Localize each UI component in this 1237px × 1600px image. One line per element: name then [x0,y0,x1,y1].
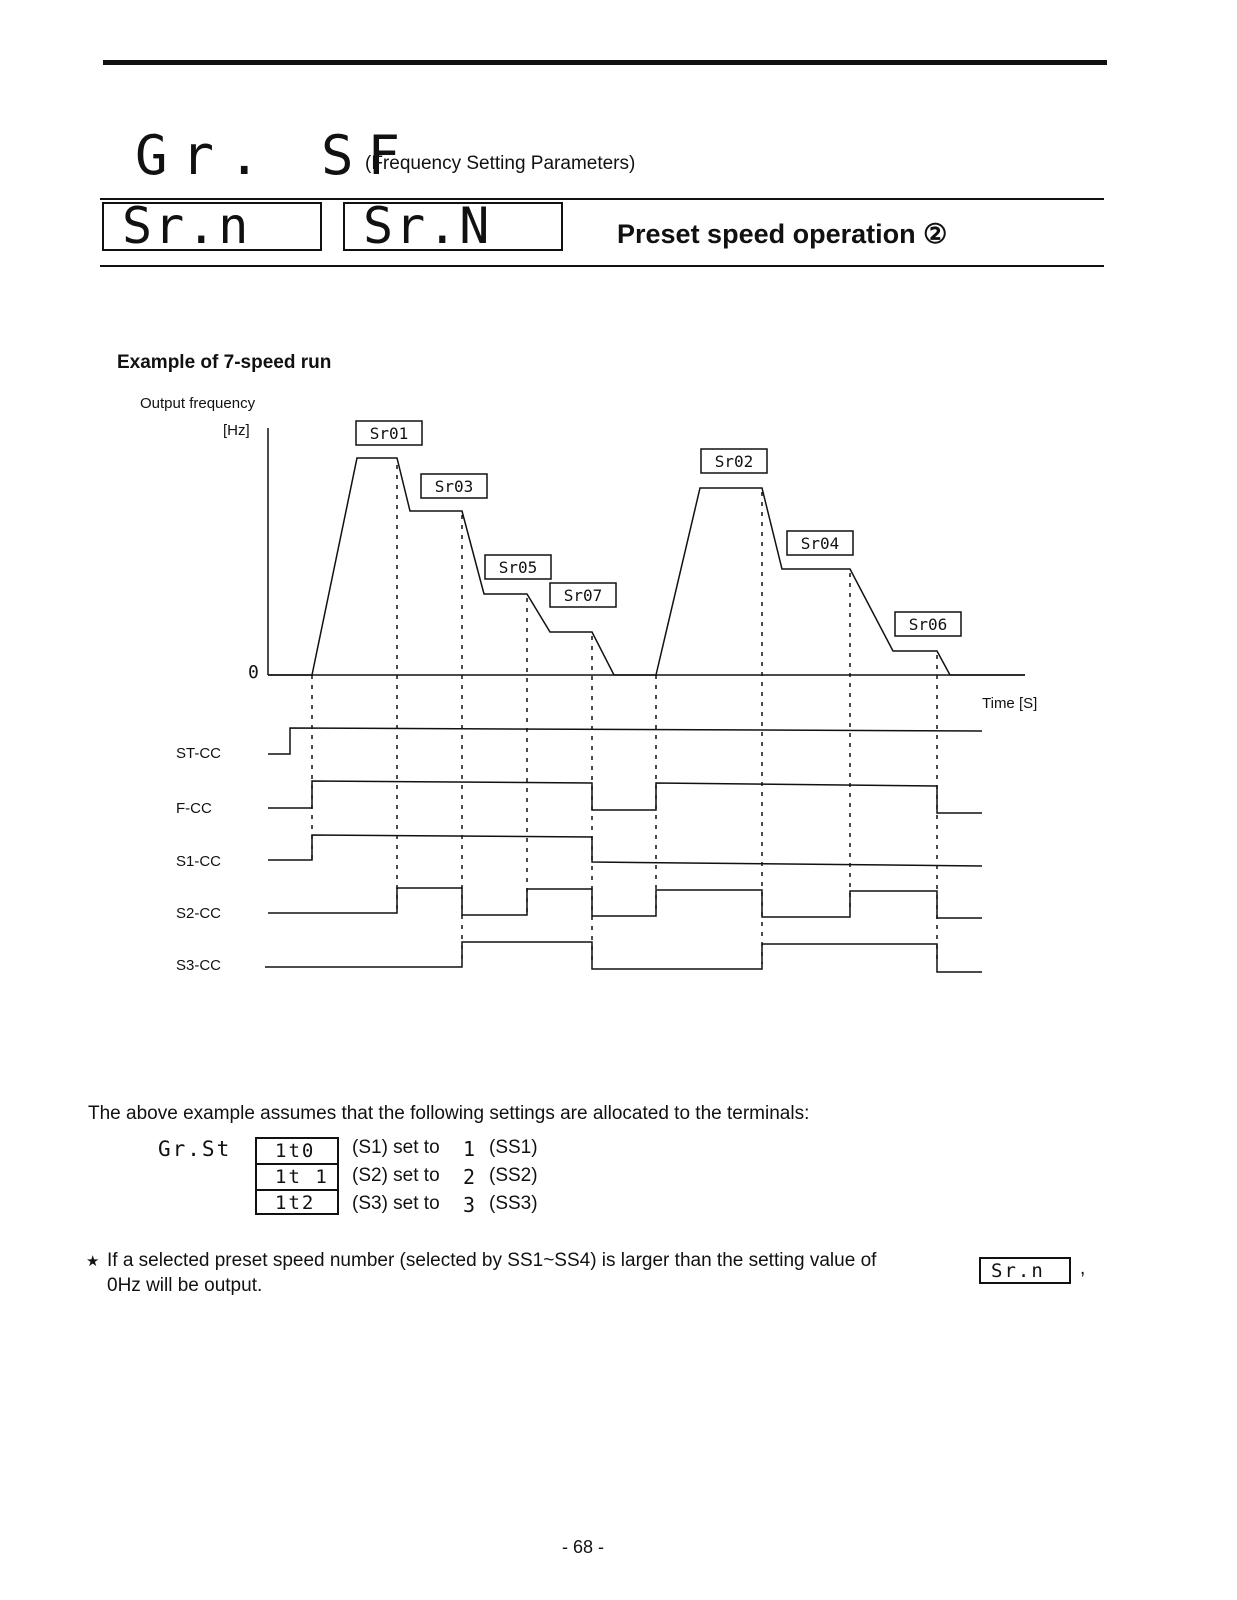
dashed-guides [312,465,937,964]
speed-label-sr02: Sr02 [714,452,754,471]
setting-code-2: 1t 1 [275,1166,329,1188]
setting-row-2-text: (S2) set to [352,1165,440,1186]
setting-row-3-suffix: (SS3) [489,1193,538,1214]
signal-f-cc [268,781,982,813]
setting-code-1: 1t0 [275,1140,316,1162]
setting-row-1-value: 1 [463,1137,478,1161]
frequency-profile-run-2 [656,488,1025,675]
signal-label-st-cc: ST-CC [176,745,221,762]
page-title: Preset speed operation ② [617,219,948,249]
signal-label-s3-cc: S3-CC [176,957,222,974]
speed-label-sr03: Sr03 [434,477,474,496]
speed-label-sr05: Sr05 [498,558,538,577]
group-description: (Frequency Setting Parameters) [365,153,636,174]
signal-s3-cc [265,942,982,972]
speed-label-sr07: Sr07 [563,586,603,605]
setting-code-3: 1t2 [275,1192,316,1214]
page-number: - 68 - [562,1537,605,1557]
setting-row-2-value: 2 [463,1165,478,1189]
note-star-icon: ★ [86,1253,100,1270]
setting-row-2-suffix: (SS2) [489,1165,538,1186]
setting-row-3-text: (S3) set to [352,1193,440,1214]
speed-label-sr01: Sr01 [369,424,409,443]
note-param-label: Sr.n [991,1260,1045,1282]
signal-label-f-cc: F-CC [176,800,212,817]
signal-label-s1-cc: S1-CC [176,853,222,870]
setting-row-1-text: (S1) set to [352,1137,440,1158]
y-axis-unit: [Hz] [223,422,250,439]
note-comma: , [1080,1258,1086,1279]
signal-s1-cc [268,835,982,866]
setting-row-1-suffix: (SS1) [489,1137,538,1158]
signal-s2-cc [268,888,982,918]
section-heading: Example of 7-speed run [117,352,332,373]
param-a-label: Sr.n [122,197,251,255]
note-param-box [979,1257,1071,1284]
settings-code-table [255,1137,339,1215]
setting-row-3-value: 3 [463,1193,478,1217]
y-axis-label: Output frequency [140,395,256,412]
speed-label-sr06: Sr06 [908,615,948,634]
zero-label: 0 [248,662,261,683]
x-axis-label: Time [S] [982,695,1038,712]
signal-st-cc [268,728,982,754]
group-code: Gr. SF [135,124,415,187]
speed-label-sr04: Sr04 [800,534,840,553]
param-b-label: Sr.N [363,197,492,255]
settings-intro: The above example assumes that the following settings are allocated to the terminals: [88,1103,810,1124]
signal-label-s2-cc: S2-CC [176,905,222,922]
settings-group-code: Gr.St [158,1137,232,1161]
note-line-2: 0Hz will be output. [107,1275,263,1296]
note-line-1: If a selected preset speed number (selected by SS1~SS4) is larger than the setting value of [107,1250,877,1271]
